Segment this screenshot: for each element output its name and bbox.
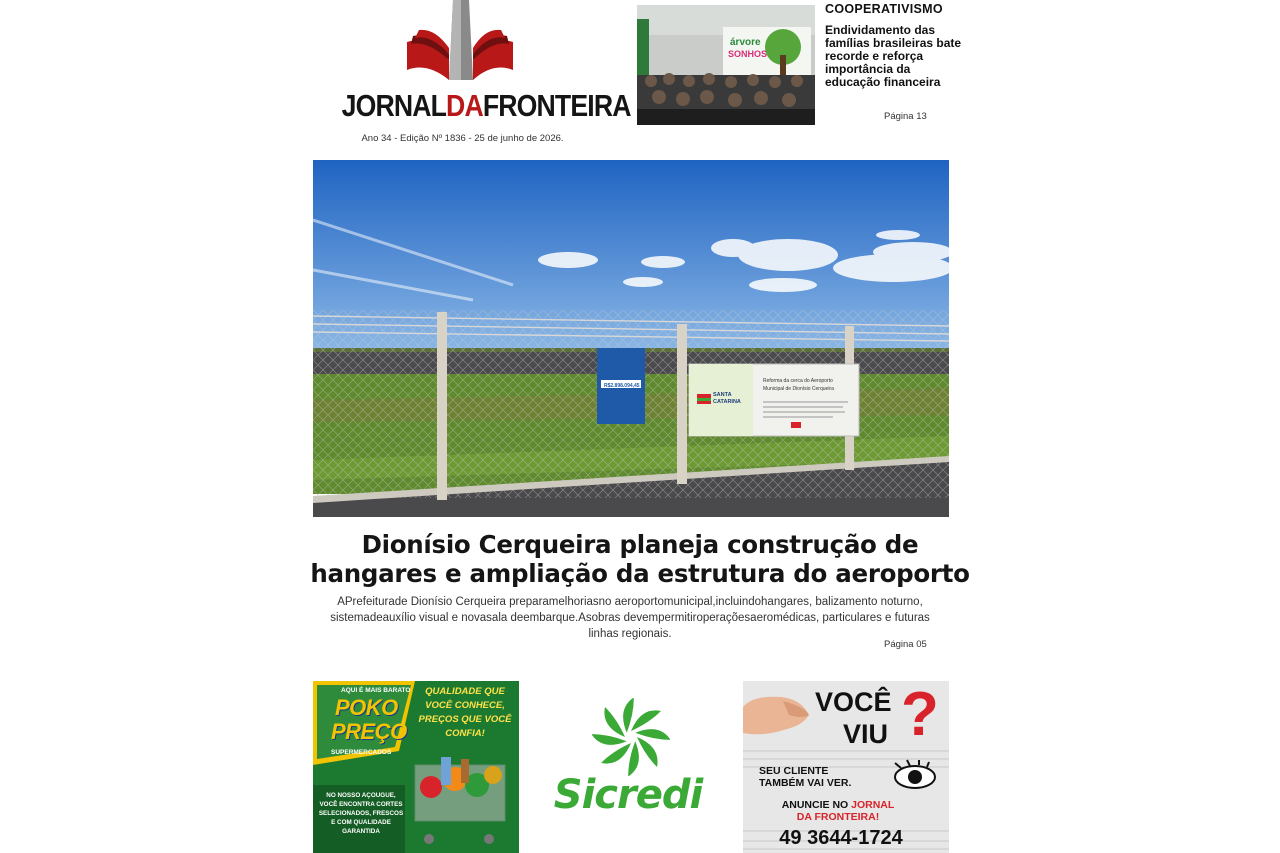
auditorium-photo <box>637 5 815 125</box>
masthead-title-da: DA <box>446 88 483 123</box>
poko-preco-tagline: AQUI É MAIS BARATO <box>341 687 411 694</box>
teaser-photo[interactable] <box>637 5 815 125</box>
masthead <box>320 0 631 150</box>
voce-viu-voce: VOCÊ <box>815 687 892 717</box>
svg-text:Reforma da cerca do Aeroporto: Reforma da cerca do Aeroporto <box>763 378 833 384</box>
voce-viu-viu: VIU <box>843 719 889 749</box>
teaser-photo-banner-line2: SONHOS <box>728 49 768 59</box>
svg-text:Municipal de Dionísio Cerqueir: Municipal de Dionísio Cerqueira <box>763 386 834 392</box>
poko-preco-subbrand: SUPERMERCADOS <box>331 749 392 756</box>
teaser-section-label: COOPERATIVISMO <box>825 2 943 16</box>
ad-voce-viu[interactable] <box>743 681 949 853</box>
svg-text:CATARINA: CATARINA <box>713 399 741 405</box>
main-story-photo[interactable] <box>313 160 949 517</box>
voce-viu-client-line1: SEU CLIENTE <box>759 765 829 777</box>
voce-viu-client-line2: TAMBÉM VAI VER. <box>759 777 852 789</box>
poko-preco-quality: QUALIDADE QUE VOCÊ CONHECE, PREÇOS QUE VOCÊ CONFIA! <box>418 686 512 739</box>
question-mark-icon: ? <box>901 681 939 749</box>
poko-preco-acougue: NO NOSSO AÇOUGUE, VOCÊ ENCONTRA CORTES SELECIONADOS, FRESCOS E COM QUALIDADE GARANTIDA <box>318 792 404 835</box>
edition-info: Ano 34 - Edição Nº 1836 - 25 de junho de 2026. <box>361 133 564 144</box>
voce-viu-phone[interactable]: 49 3644-1724 <box>779 827 903 849</box>
poko-preco-brand-2: PREÇO <box>331 719 407 744</box>
ad-sicredi[interactable] <box>530 690 730 840</box>
ad-poko-preco[interactable] <box>313 681 519 853</box>
main-story-headline[interactable]: Dionísio Cerqueira planeja construção de hangares e ampliação da estrutura do aeroporto <box>310 530 970 588</box>
poko-preco-brand-1: POKO <box>335 695 398 720</box>
voce-viu-anuncie-text: ANUNCIE NO <box>781 799 849 811</box>
main-story-summary: APrefeiturade Dionísio Cerqueira preparamelhoriasno aeroportomunicipal,incluindohangares, balizamento noturno, sistemadeauxílio visual e novasala deembarque.Asobras devempermitiroperaçõesaeromédicas, particulares e futuras linhas regionais. <box>330 596 930 640</box>
masthead-title-fronteira: FRONTEIRA <box>482 88 631 123</box>
voce-viu-anuncie-brand-1: JORNAL <box>851 799 895 811</box>
main-story-page-ref: Página 05 <box>884 639 927 650</box>
teaser-headline[interactable]: Endividamento das famílias brasileiras bate recorde e reforça importância da educação financeira <box>825 23 962 89</box>
small-sign-value: R$2.898.094,45 <box>604 383 640 389</box>
voce-viu-anuncie-brand-2: DA FRONTEIRA! <box>796 811 880 823</box>
logo-book-tower-icon <box>405 0 515 88</box>
voce-viu-client <box>759 765 851 789</box>
masthead-title[interactable] <box>341 88 631 124</box>
sicredi-wordmark: Sicredi <box>553 772 703 818</box>
svg-text:SANTA: SANTA <box>713 392 732 398</box>
teaser-page-ref: Página 13 <box>884 111 927 122</box>
sicredi-logo-icon <box>592 698 670 776</box>
voce-viu-anuncie <box>763 799 913 823</box>
airport-fence-photo <box>313 160 949 517</box>
masthead-title-jornal: JORNAL <box>341 88 447 123</box>
teaser-photo-banner-line1: árvore <box>730 37 761 48</box>
